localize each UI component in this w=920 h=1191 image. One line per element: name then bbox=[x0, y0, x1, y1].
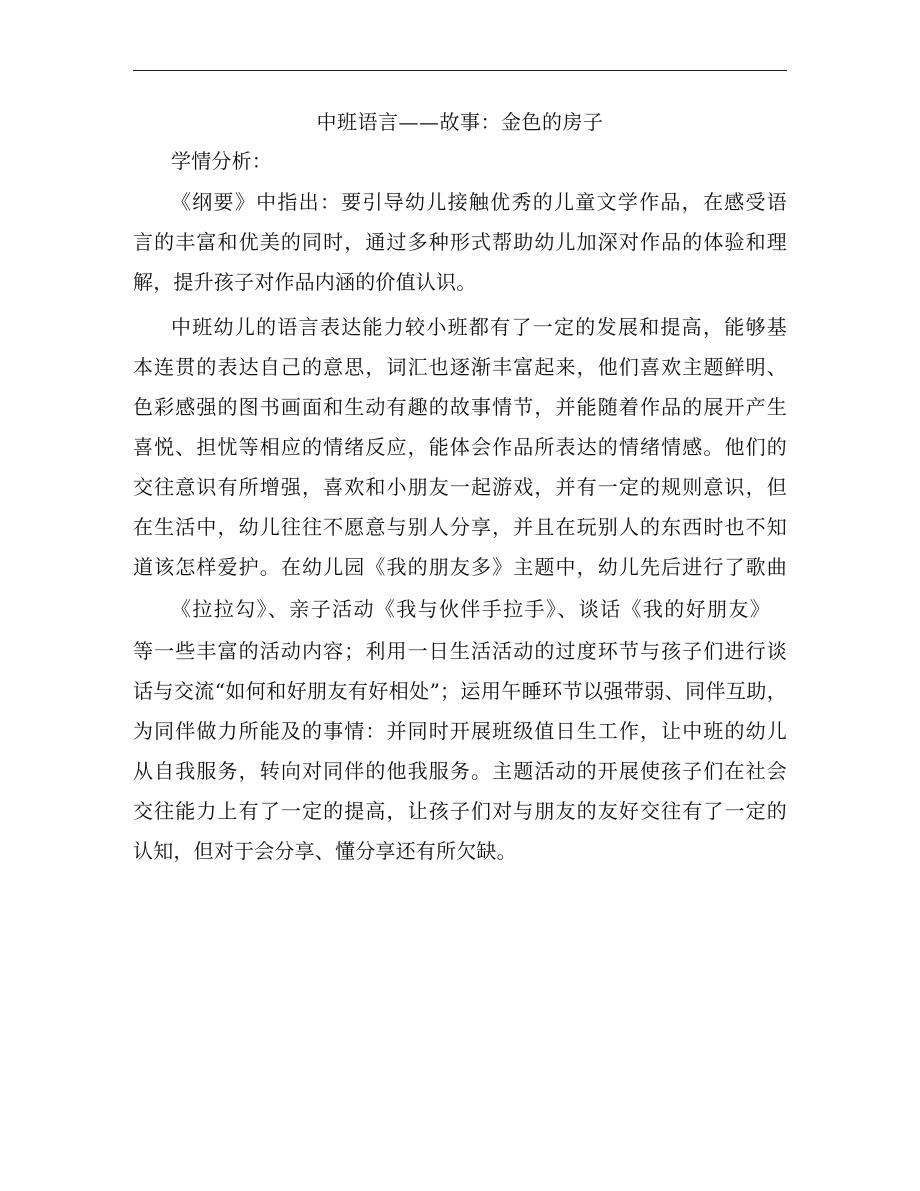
paragraph-2-line-6: 在生活中，幼儿往往不愿意与别人分享，并且在玩别人的东西时也不知 bbox=[133, 515, 787, 539]
paragraph-2-line-12: 从自我服务，转向对同伴的他我服务。主题活动的开展使孩子们在社会 bbox=[133, 759, 787, 783]
paragraph-2-line-11: 为同伴做力所能及的事情：并同时开展班级值日生工作，让中班的幼儿 bbox=[133, 719, 787, 743]
paragraph-2-line-1: 中班幼儿的语言表达能力较小班都有了一定的发展和提高，能够基 bbox=[171, 315, 787, 339]
paragraph-2-line-3: 色彩感强的图书画面和生动有趣的故事情节，并能随着作品的展开产生 bbox=[133, 395, 787, 419]
paragraph-2-line-9: 等一些丰富的活动内容；利用一日生活活动的过度环节与孩子们进行谈 bbox=[133, 639, 787, 663]
paragraph-2-line-2: 本连贯的表达自己的意思，词汇也逐渐丰富起来，他们喜欢主题鲜明、 bbox=[133, 355, 787, 379]
paragraph-2-line-10: 话与交流“如何和好朋友有好相处”；运用午睡环节以强带弱、同伴互助， bbox=[133, 679, 787, 703]
paragraph-2-line-14: 认知，但对于会分享、懂分享还有所欠缺。 bbox=[133, 839, 517, 863]
paragraph-1-line-2: 言的丰富和优美的同时，通过多种形式帮助幼儿加深对作品的体验和理 bbox=[133, 230, 787, 254]
paragraph-2-line-4: 喜悦、担忧等相应的情绪反应，能体会作品所表达的情绪情感。他们的 bbox=[133, 435, 787, 459]
section-heading: 学情分析： bbox=[171, 149, 272, 173]
paragraph-1-line-3: 解，提升孩子对作品内涵的价值认识。 bbox=[133, 270, 477, 294]
header-rule bbox=[133, 70, 787, 71]
paragraph-2-line-7: 道该怎样爱护。在幼儿园《我的朋友多》主题中，幼儿先后进行了歌曲 bbox=[133, 555, 787, 579]
document-title: 中班语言——故事：金色的房子 bbox=[316, 110, 604, 134]
paragraph-2-line-5: 交往意识有所增强，喜欢和小朋友一起游戏，并有一定的规则意识，但 bbox=[133, 475, 787, 499]
paragraph-1-line-1: 《纲要》中指出：要引导幼儿接触优秀的儿童文学作品，在感受语 bbox=[171, 190, 787, 214]
paragraph-2-line-13: 交往能力上有了一定的提高，让孩子们对与朋友的友好交往有了一定的 bbox=[133, 799, 787, 823]
paragraph-2-line-8: 《拉拉勾》、亲子活动《我与伙伴手拉手》、谈话《我的好朋友》 bbox=[171, 597, 770, 621]
